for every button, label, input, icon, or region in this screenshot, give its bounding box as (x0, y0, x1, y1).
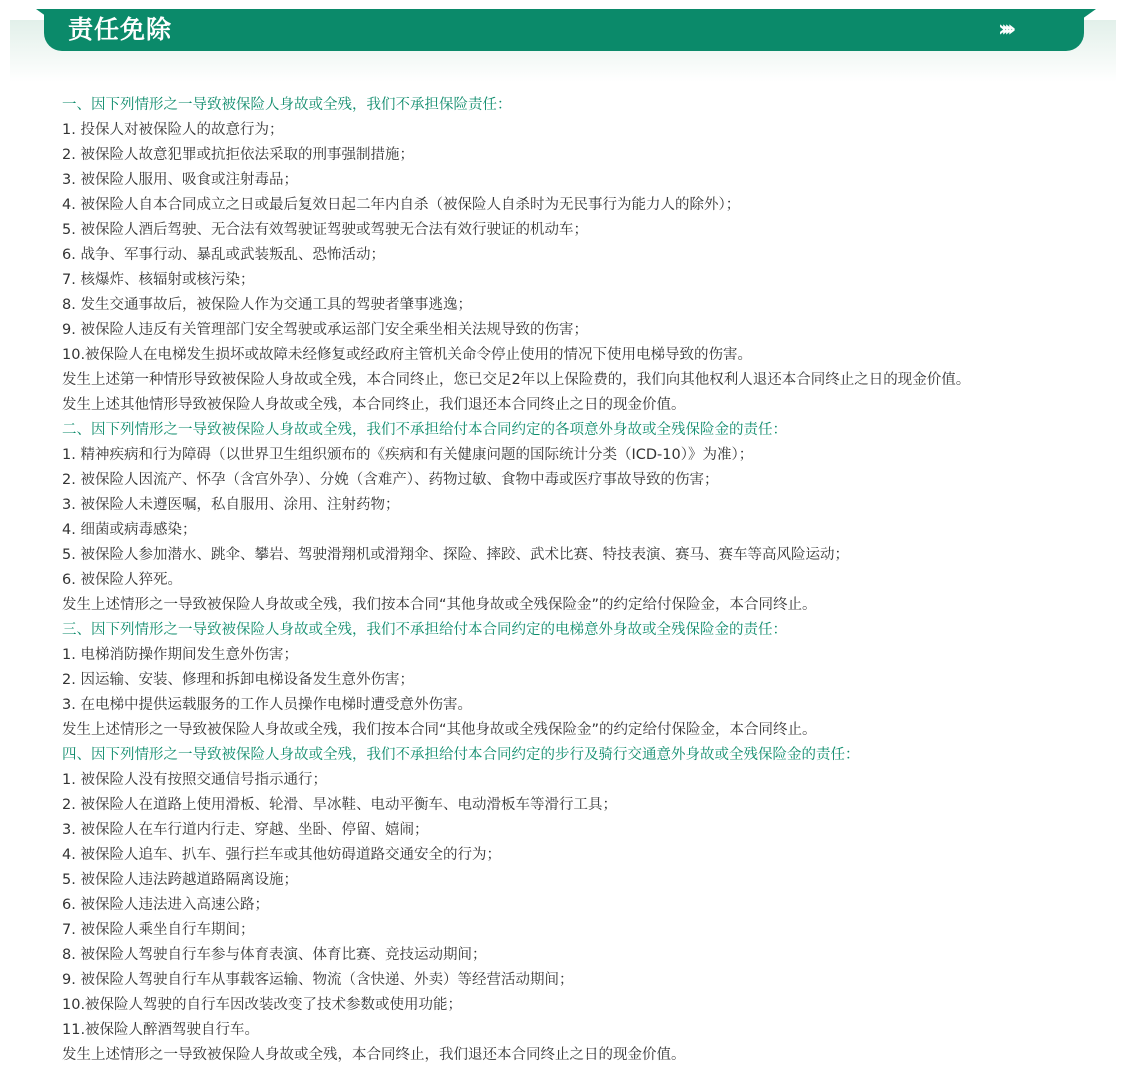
section-heading: 一、因下列情形之一导致被保险人身故或全残，我们不承担保险责任： (62, 97, 512, 113)
clause-line: 发生上述情形之一导致被保险人身故或全残，我们按本合同“其他身故或全残保险金”的约定给付保险金，本合同终止。 (62, 597, 817, 613)
clause-line: 5. 被保险人酒后驾驶、无合法有效驾驶证驾驶或驾驶无合法有效行驶证的机动车； (62, 222, 588, 238)
clause-line: 5. 被保险人违法跨越道路隔离设施； (62, 872, 298, 888)
clause-line: 8. 被保险人驾驶自行车参与体育表演、体育比赛、竞技运动期间； (62, 947, 487, 963)
clause-line: 5. 被保险人参加潜水、跳伞、攀岩、驾驶滑翔机或滑翔伞、探险、摔跤、武术比赛、特技表演、赛马、赛车等高风险运动； (62, 547, 849, 563)
section-heading: 四、因下列情形之一导致被保险人身故或全残，我们不承担给付本合同约定的步行及骑行交通意外身故或全残保险金的责任： (62, 747, 860, 763)
clause-line: 6. 战争、军事行动、暴乱或武装叛乱、恐怖活动； (62, 247, 385, 263)
clause-line: 7. 核爆炸、核辐射或核污染； (62, 272, 255, 288)
exclusions-content (62, 93, 1122, 1068)
clause-line: 9. 被保险人驾驶自行车从事载客运输、物流（含快递、外卖）等经营活动期间； (62, 972, 574, 988)
page-title: 责任免除 (68, 15, 173, 44)
clause-line: 1. 投保人对被保险人的故意行为； (62, 122, 284, 138)
clause-line: 2. 被保险人在道路上使用滑板、轮滑、旱冰鞋、电动平衡车、电动滑板车等滑行工具； (62, 797, 617, 813)
section-heading: 二、因下列情形之一导致被保险人身故或全残，我们不承担给付本合同约定的各项意外身故或全残保险金的责任： (62, 422, 787, 438)
clause-line: 3. 在电梯中提供运载服务的工作人员操作电梯时遭受意外伤害。 (62, 697, 472, 713)
clause-line: 10.被保险人驾驶的自行车因改装改变了技术参数或使用功能； (62, 997, 463, 1013)
clause-line: 2. 被保险人故意犯罪或抗拒依法采取的刑事强制措施； (62, 147, 414, 163)
header-bar (44, 9, 1084, 51)
clause-line: 4. 被保险人自本合同成立之日或最后复效日起二年内自杀（被保险人自杀时为无民事行为能力人的除外）； (62, 197, 741, 213)
clause-line: 4. 细菌或病毒感染； (62, 522, 197, 538)
clause-line: 发生上述情形之一导致被保险人身故或全残，本合同终止，我们退还本合同终止之日的现金价值。 (62, 1047, 686, 1063)
clause-line: 7. 被保险人乘坐自行车期间； (62, 922, 255, 938)
clause-line: 3. 被保险人服用、吸食或注射毒品； (62, 172, 298, 188)
clause-line: 10.被保险人在电梯发生损坏或故障未经修复或经政府主管机关命令停止使用的情况下使用电梯导致的伤害。 (62, 347, 753, 363)
clause-line: 6. 被保险人违法进入高速公路； (62, 897, 269, 913)
clause-line: 2. 因运输、安装、修理和拆卸电梯设备发生意外伤害； (62, 672, 414, 688)
clause-line: 1. 被保险人没有按照交通信号指示通行； (62, 772, 327, 788)
clause-line: 4. 被保险人追车、扒车、强行拦车或其他妨碍道路交通安全的行为； (62, 847, 501, 863)
clause-line: 1. 电梯消防操作期间发生意外伤害； (62, 647, 298, 663)
clause-line: 发生上述情形之一导致被保险人身故或全残，我们按本合同“其他身故或全残保险金”的约定给付保险金，本合同终止。 (62, 722, 817, 738)
clause-line: 发生上述其他情形导致被保险人身故或全残，本合同终止，我们退还本合同终止之日的现金价值。 (62, 397, 686, 413)
clause-line: 3. 被保险人未遵医嘱，私自服用、涂用、注射药物； (62, 497, 400, 513)
clause-line: 6. 被保险人猝死。 (62, 572, 182, 588)
clause-line: 11.被保险人醉酒驾驶自行车。 (62, 1022, 260, 1038)
clause-line: 2. 被保险人因流产、怀孕（含宫外孕）、分娩（含难产）、药物过敏、食物中毒或医疗事故导致的伤害； (62, 472, 719, 488)
clause-line: 9. 被保险人违反有关管理部门安全驾驶或承运部门安全乘坐相关法规导致的伤害； (62, 322, 588, 338)
clause-line: 3. 被保险人在车行道内行走、穿越、坐卧、停留、嬉闹； (62, 822, 429, 838)
chevron-right-icon: ›››› (998, 17, 1011, 42)
section-heading: 三、因下列情形之一导致被保险人身故或全残，我们不承担给付本合同约定的电梯意外身故或全残保险金的责任： (62, 622, 787, 638)
clause-line: 发生上述第一种情形导致被保险人身故或全残，本合同终止，您已交足2年以上保险费的，我们向其他权利人退还本合同终止之日的现金价值。 (62, 372, 971, 388)
clause-line: 8. 发生交通事故后，被保险人作为交通工具的驾驶者肇事逃逸； (62, 297, 472, 313)
clause-line: 1. 精神疾病和行为障碍（以世界卫生组织颁布的《疾病和有关健康问题的国际统计分类（ICD-10）》为准）； (62, 447, 754, 463)
header-fold-right (1082, 9, 1096, 19)
